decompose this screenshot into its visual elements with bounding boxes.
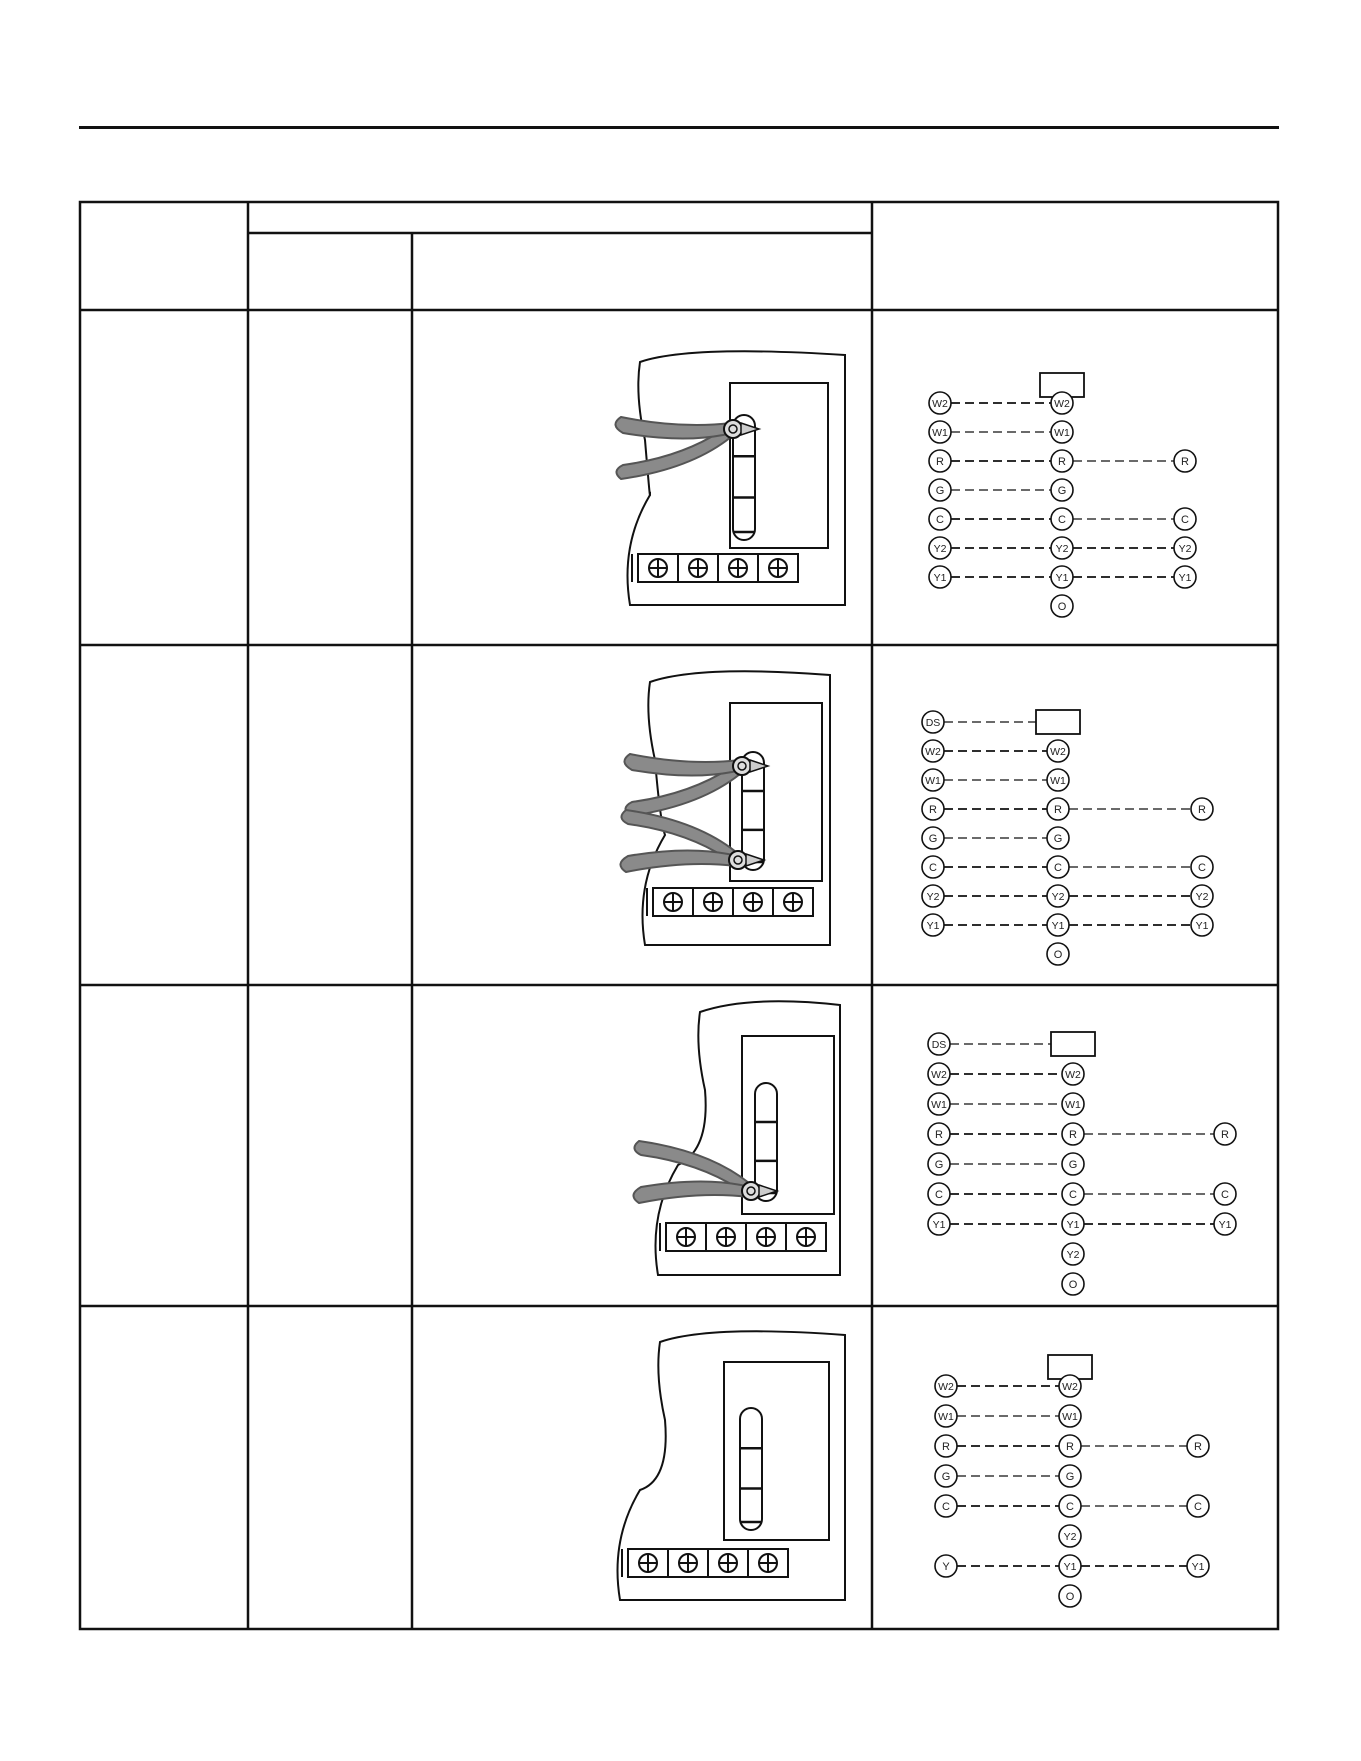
svg-text:C: C — [1221, 1189, 1229, 1201]
center-terminal-Y1-4 — [1059, 1555, 1081, 1577]
svg-text:Y1: Y1 — [1063, 1561, 1077, 1573]
svg-text:W2: W2 — [1065, 1069, 1081, 1081]
jumper-slot — [740, 1408, 762, 1530]
terminal-screw-2-4 — [773, 888, 813, 916]
svg-text:Y1: Y1 — [1218, 1219, 1232, 1231]
svg-text:C: C — [1066, 1501, 1074, 1513]
svg-text:Y2: Y2 — [1051, 891, 1065, 903]
svg-text:Y2: Y2 — [1055, 543, 1069, 555]
terminal-screw-4-4 — [748, 1549, 788, 1577]
svg-text:C: C — [942, 1501, 950, 1513]
right-terminal-Y2-2 — [1191, 885, 1213, 907]
terminal-screw-3-3 — [746, 1223, 786, 1251]
terminal-screw-1-3 — [718, 554, 758, 582]
right-terminal-Y1-1 — [1174, 566, 1196, 588]
svg-text:R: R — [929, 804, 937, 816]
left-terminal-R-2 — [922, 798, 944, 820]
left-terminal-Y2-2 — [922, 885, 944, 907]
center-terminal-Y2-2 — [1047, 885, 1069, 907]
center-terminal-Y2-3 — [1062, 1243, 1084, 1265]
left-terminal-W1-4 — [935, 1405, 957, 1427]
left-terminal-R-1 — [929, 450, 951, 472]
right-terminal-Y2-1 — [1174, 537, 1196, 559]
svg-text:O: O — [1053, 949, 1063, 961]
control-box-3 — [1051, 1032, 1095, 1056]
svg-text:Y2: Y2 — [926, 891, 940, 903]
center-terminal-R-3 — [1062, 1123, 1084, 1145]
svg-text:Y1: Y1 — [1066, 1219, 1080, 1231]
left-terminal-G-3 — [928, 1153, 950, 1175]
center-terminal-Y1-1 — [1051, 566, 1073, 588]
right-terminal-Y1-3 — [1214, 1213, 1236, 1235]
svg-text:W1: W1 — [931, 1099, 947, 1111]
center-terminal-G-4 — [1059, 1465, 1081, 1487]
svg-text:Y2: Y2 — [1063, 1531, 1077, 1543]
center-terminal-Y1-2 — [1047, 914, 1069, 936]
center-terminal-R-2 — [1047, 798, 1069, 820]
left-terminal-G-4 — [935, 1465, 957, 1487]
center-terminal-W2-2 — [1047, 740, 1069, 762]
svg-text:G: G — [1068, 1159, 1078, 1171]
svg-text:Y1: Y1 — [1055, 572, 1069, 584]
terminal-screw-2-3 — [733, 888, 773, 916]
control-board-4 — [618, 1331, 846, 1600]
svg-text:G: G — [941, 1471, 951, 1483]
center-terminal-Y1-3 — [1062, 1213, 1084, 1235]
svg-text:W1: W1 — [938, 1411, 954, 1423]
svg-text:R: R — [1194, 1441, 1202, 1453]
svg-text:Y1: Y1 — [1178, 572, 1192, 584]
svg-text:R: R — [1221, 1129, 1229, 1141]
center-terminal-C-2 — [1047, 856, 1069, 878]
center-terminal-C-3 — [1062, 1183, 1084, 1205]
left-terminal-C-3 — [928, 1183, 950, 1205]
terminal-screw-1-1 — [638, 554, 678, 582]
right-terminal-Y1-4 — [1187, 1555, 1209, 1577]
terminal-screw-3-4 — [786, 1223, 826, 1251]
center-terminal-O-4 — [1059, 1585, 1081, 1607]
svg-text:R: R — [935, 1129, 943, 1141]
svg-text:W1: W1 — [1054, 427, 1070, 439]
center-terminal-W1-3 — [1062, 1093, 1084, 1115]
terminal-screw-4-3 — [708, 1549, 748, 1577]
control-board-3 — [656, 1001, 841, 1275]
svg-text:C: C — [1058, 514, 1066, 526]
svg-text:W1: W1 — [1065, 1099, 1081, 1111]
svg-text:W2: W2 — [931, 1069, 947, 1081]
left-terminal-R-4 — [935, 1435, 957, 1457]
svg-text:R: R — [1058, 456, 1066, 468]
svg-text:R: R — [1198, 804, 1206, 816]
svg-text:W1: W1 — [925, 775, 941, 787]
center-terminal-W1-1 — [1051, 421, 1073, 443]
center-terminal-C-1 — [1051, 508, 1073, 530]
left-terminal-W2-1 — [929, 392, 951, 414]
svg-text:Y1: Y1 — [926, 920, 940, 932]
center-terminal-O-2 — [1047, 943, 1069, 965]
left-terminal-Y1-1 — [929, 566, 951, 588]
left-terminal-Y-4 — [935, 1555, 957, 1577]
svg-text:C: C — [1194, 1501, 1202, 1513]
svg-text:G: G — [1057, 485, 1067, 497]
left-terminal-W1-2 — [922, 769, 944, 791]
right-terminal-C-4 — [1187, 1495, 1209, 1517]
svg-text:W2: W2 — [1062, 1381, 1078, 1393]
svg-text:C: C — [935, 1189, 943, 1201]
svg-text:Y2: Y2 — [933, 543, 947, 555]
left-terminal-Y2-1 — [929, 537, 951, 559]
center-terminal-R-1 — [1051, 450, 1073, 472]
left-terminal-W1-1 — [929, 421, 951, 443]
svg-text:W1: W1 — [932, 427, 948, 439]
left-terminal-G-2 — [922, 827, 944, 849]
right-terminal-R-1 — [1174, 450, 1196, 472]
svg-text:G: G — [928, 833, 938, 845]
svg-text:R: R — [1066, 1441, 1074, 1453]
svg-text:O: O — [1065, 1591, 1075, 1603]
svg-text:Y2: Y2 — [1178, 543, 1192, 555]
svg-text:O: O — [1057, 601, 1067, 613]
center-terminal-W1-2 — [1047, 769, 1069, 791]
svg-text:W1: W1 — [1062, 1411, 1078, 1423]
right-terminal-C-3 — [1214, 1183, 1236, 1205]
svg-text:G: G — [1053, 833, 1063, 845]
terminal-DS-3 — [928, 1033, 950, 1055]
terminal-screw-3-2 — [706, 1223, 746, 1251]
left-terminal-W2-4 — [935, 1375, 957, 1397]
center-terminal-G-3 — [1062, 1153, 1084, 1175]
svg-text:C: C — [936, 514, 944, 526]
left-terminal-W1-3 — [928, 1093, 950, 1115]
svg-text:G: G — [935, 485, 945, 497]
terminal-screw-3-1 — [666, 1223, 706, 1251]
svg-text:R: R — [1054, 804, 1062, 816]
svg-text:W2: W2 — [938, 1381, 954, 1393]
left-terminal-R-3 — [928, 1123, 950, 1145]
svg-text:C: C — [929, 862, 937, 874]
svg-text:R: R — [1069, 1129, 1077, 1141]
center-terminal-G-1 — [1051, 479, 1073, 501]
center-terminal-C-4 — [1059, 1495, 1081, 1517]
center-terminal-O-1 — [1051, 595, 1073, 617]
left-terminal-Y1-3 — [928, 1213, 950, 1235]
left-terminal-W2-2 — [922, 740, 944, 762]
right-terminal-C-2 — [1191, 856, 1213, 878]
control-box-2 — [1036, 710, 1080, 734]
svg-text:Y: Y — [942, 1561, 950, 1573]
right-terminal-R-4 — [1187, 1435, 1209, 1457]
terminal-screw-2-1 — [653, 888, 693, 916]
svg-text:Y2: Y2 — [1195, 891, 1209, 903]
svg-text:O: O — [1068, 1279, 1078, 1291]
svg-text:R: R — [1181, 456, 1189, 468]
left-terminal-Y1-2 — [922, 914, 944, 936]
center-terminal-Y2-4 — [1059, 1525, 1081, 1547]
center-terminal-R-4 — [1059, 1435, 1081, 1457]
center-terminal-W1-4 — [1059, 1405, 1081, 1427]
svg-text:DS: DS — [931, 1039, 947, 1051]
jumper-slot — [755, 1083, 777, 1201]
right-terminal-C-1 — [1174, 508, 1196, 530]
svg-text:Y1: Y1 — [1195, 920, 1209, 932]
svg-text:G: G — [934, 1159, 944, 1171]
svg-text:C: C — [1069, 1189, 1077, 1201]
left-terminal-C-4 — [935, 1495, 957, 1517]
svg-text:W2: W2 — [1050, 746, 1066, 758]
left-terminal-G-1 — [929, 479, 951, 501]
svg-text:W1: W1 — [1050, 775, 1066, 787]
left-terminal-C-2 — [922, 856, 944, 878]
center-terminal-W2-3 — [1062, 1063, 1084, 1085]
svg-text:Y1: Y1 — [1191, 1561, 1205, 1573]
center-terminal-G-2 — [1047, 827, 1069, 849]
terminal-screw-1-2 — [678, 554, 718, 582]
left-terminal-W2-3 — [928, 1063, 950, 1085]
terminal-screw-4-1 — [628, 1549, 668, 1577]
right-terminal-R-3 — [1214, 1123, 1236, 1145]
svg-text:R: R — [936, 456, 944, 468]
center-terminal-O-3 — [1062, 1273, 1084, 1295]
svg-text:R: R — [942, 1441, 950, 1453]
terminal-screw-4-2 — [668, 1549, 708, 1577]
svg-text:Y1: Y1 — [1051, 920, 1065, 932]
left-terminal-C-1 — [929, 508, 951, 530]
control-board-1 — [628, 351, 846, 605]
svg-text:Y2: Y2 — [1066, 1249, 1080, 1261]
svg-text:DS: DS — [925, 717, 941, 729]
svg-text:Y1: Y1 — [933, 572, 947, 584]
right-terminal-Y1-2 — [1191, 914, 1213, 936]
svg-text:C: C — [1198, 862, 1206, 874]
svg-text:G: G — [1065, 1471, 1075, 1483]
svg-text:C: C — [1054, 862, 1062, 874]
svg-text:W2: W2 — [932, 398, 948, 410]
center-terminal-W2-1 — [1051, 392, 1073, 414]
terminal-DS-2 — [922, 711, 944, 733]
terminal-screw-1-4 — [758, 554, 798, 582]
center-terminal-Y2-1 — [1051, 537, 1073, 559]
center-terminal-W2-4 — [1059, 1375, 1081, 1397]
terminal-screw-2-2 — [693, 888, 733, 916]
right-terminal-R-2 — [1191, 798, 1213, 820]
svg-text:C: C — [1181, 514, 1189, 526]
svg-text:W2: W2 — [1054, 398, 1070, 410]
svg-text:Y1: Y1 — [932, 1219, 946, 1231]
svg-text:W2: W2 — [925, 746, 941, 758]
